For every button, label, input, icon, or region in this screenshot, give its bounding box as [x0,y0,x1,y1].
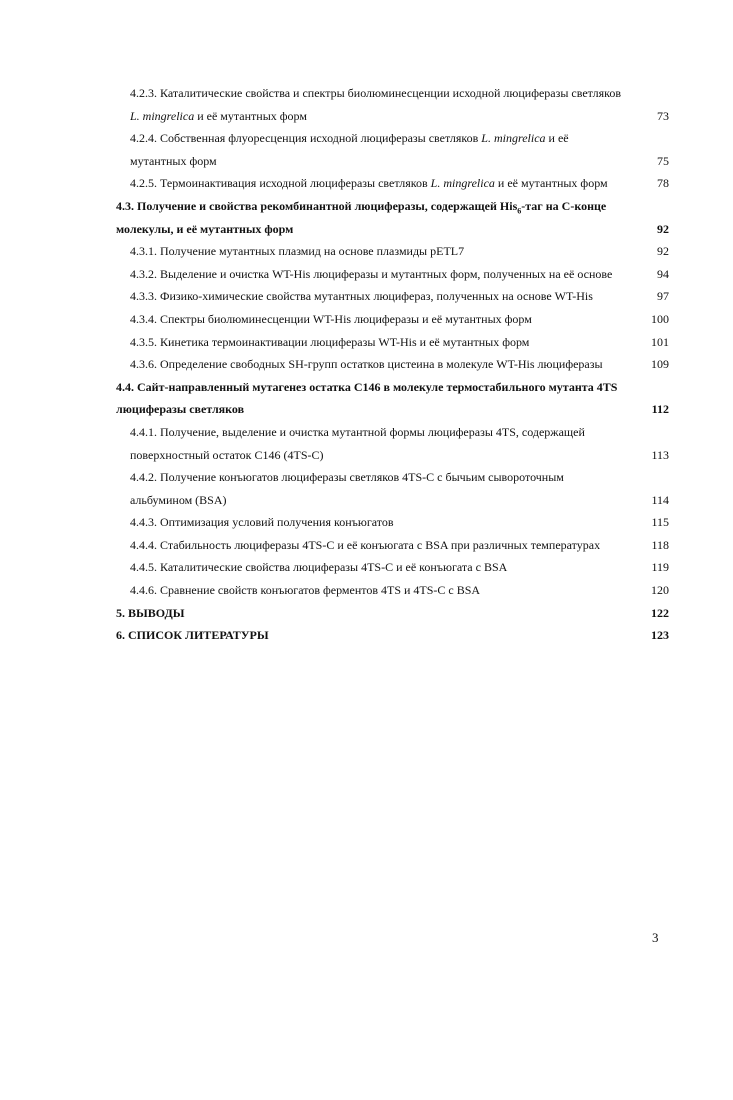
toc-entry-title-pre: 4.2.4. Собственная флуоресценция исходной люциферазы светляков [130,131,482,146]
toc-section-title: 5. ВЫВОДЫ [116,605,185,620]
toc-entry-title: 4.3.4. Спектры биолюминесценции WT-His люциферазы и её мутантных форм [130,311,532,326]
toc-entry-title [130,172,653,195]
toc-page-number: 113 [651,447,669,462]
toc-section-title-cont: молекулы, и её мутантных форм [116,221,294,236]
toc-entry-4-3-1[interactable] [116,240,669,263]
toc-entry-title: 4.4.4. Стабильность люциферазы 4TS-C и её конъюгата с BSA при различных температурах [130,537,601,552]
toc-section-4-4-line1[interactable] [116,376,669,399]
toc-section-title [116,195,669,218]
toc-section-4-3-line2[interactable] [116,218,669,241]
toc-page-number: 118 [651,537,669,552]
toc-entry-title: 4.3.5. Кинетика термоинактивации люциферазы WT-His и её мутантных форм [130,334,530,349]
toc-section-title-pre: 4.3. Получение и свойства рекомбинантной люциферазы, содержащей His [116,198,518,213]
toc-section-5[interactable] [116,602,669,625]
toc-section-6[interactable] [116,624,669,647]
toc-page-number: 114 [651,492,669,507]
toc-entry-title-cont: поверхностный остаток С146 (4TS-C) [130,447,324,462]
toc-entry-4-4-2-line1[interactable] [116,466,669,489]
toc-entry-title: 4.4.3. Оптимизация условий получения конъюгатов [130,515,394,530]
species-name: L. mingrelica [481,131,546,146]
toc-entry-4-2-3-line1[interactable] [116,82,669,105]
table-of-contents [116,82,669,647]
toc-page-number: 78 [657,176,669,191]
toc-page-number: 123 [651,628,669,643]
toc-entry-title-cont: мутантных форм [130,153,217,168]
toc-entry-title [130,127,669,150]
toc-entry-4-4-6[interactable] [116,579,669,602]
toc-section-4-3-line1[interactable] [116,195,669,218]
toc-section-4-4-line2[interactable] [116,398,669,421]
toc-entry-title: 4.3.6. Определение свободных SH-групп остатков цистеина в молекуле WT-His люциферазы [130,357,603,372]
toc-entry-title-cont [130,105,653,128]
toc-page-number: 92 [657,244,669,259]
toc-page-number: 120 [651,583,669,598]
toc-page-number: 109 [651,357,669,372]
toc-page-number: 122 [651,605,669,620]
page-number: 3 [652,930,659,945]
toc-entry-title: 4.4.2. Получение конъюгатов люциферазы светляков 4TS-C с бычьим сывороточным [130,470,564,485]
toc-entry-title: 4.4.5. Каталитические свойства люциферазы 4TS-C и её конъюгата с BSA [130,560,508,575]
toc-entry-4-3-2[interactable] [116,263,669,286]
toc-entry-title-post: и её [545,131,569,146]
toc-entry-4-2-4-line2[interactable] [116,150,669,173]
toc-entry-4-3-5[interactable] [116,331,669,354]
toc-entry-title-pre: 4.2.5. Термоинактивация исходной люциферазы светляков [130,176,431,191]
toc-page-number: 100 [651,311,669,326]
toc-entry-4-3-6[interactable] [116,353,669,376]
toc-entry-title-rest: и её мутантных форм [194,108,307,123]
toc-entry-4-2-4-line1[interactable] [116,127,669,150]
toc-entry-4-4-3[interactable] [116,511,669,534]
toc-entry-4-3-3[interactable] [116,285,669,308]
toc-section-title-post: -таг на С-конце [521,198,607,213]
toc-page-number: 115 [651,515,669,530]
toc-entry-title-post: и её мутантных форм [494,176,608,191]
toc-entry-title: 4.4.1. Получение, выделение и очистка мутантной формы люциферазы 4TS, содержащей [130,424,585,439]
species-name: L. mingrelica [430,176,495,191]
toc-entry-title: 4.2.3. Каталитические свойства и спектры биолюминесценции исходной люциферазы светляков [130,86,622,100]
toc-page-number: 94 [657,266,669,281]
toc-page-number: 112 [651,402,669,417]
toc-page-number: 101 [651,334,669,349]
toc-entry-title: 4.3.1. Получение мутантных плазмид на основе плазмиды pETL7 [130,244,465,259]
species-name: L. mingrelica [130,108,195,123]
toc-entry-4-2-3-line2[interactable] [116,105,669,128]
toc-entry-4-4-1-line1[interactable] [116,421,669,444]
toc-entry-title: 4.3.3. Физико-химические свойства мутантных люцифераз, полученных на основе WT-His [130,289,593,304]
toc-entry-4-4-4[interactable] [116,534,669,557]
toc-page-number: 73 [657,108,669,123]
toc-entry-4-3-4[interactable] [116,308,669,331]
toc-section-title: 4.4. Сайт-направленный мутагенез остатка С146 в молекуле термостабильного мутанта 4TS [116,379,618,394]
subscript: 6 [517,206,522,216]
toc-entry-title-cont: альбумином (BSA) [130,492,227,507]
toc-entry-title: 4.4.6. Сравнение свойств конъюгатов ферментов 4TS и 4TS-C с BSA [130,583,481,598]
toc-entry-4-4-2-line2[interactable] [116,489,669,512]
toc-page-number: 92 [657,221,669,236]
toc-entry-4-4-5[interactable] [116,556,669,579]
toc-entry-title: 4.3.2. Выделение и очистка WT-His люциферазы и мутантных форм, полученных на её основе [130,266,613,281]
toc-page-number: 119 [651,560,669,575]
toc-entry-4-4-1-line2[interactable] [116,444,669,467]
toc-section-title: 6. СПИСОК ЛИТЕРАТУРЫ [116,628,269,643]
toc-entry-4-2-5[interactable] [116,172,669,195]
toc-section-title-cont: люциферазы светляков [116,402,245,417]
toc-page-number: 75 [657,153,669,168]
toc-page-number: 97 [657,289,669,304]
